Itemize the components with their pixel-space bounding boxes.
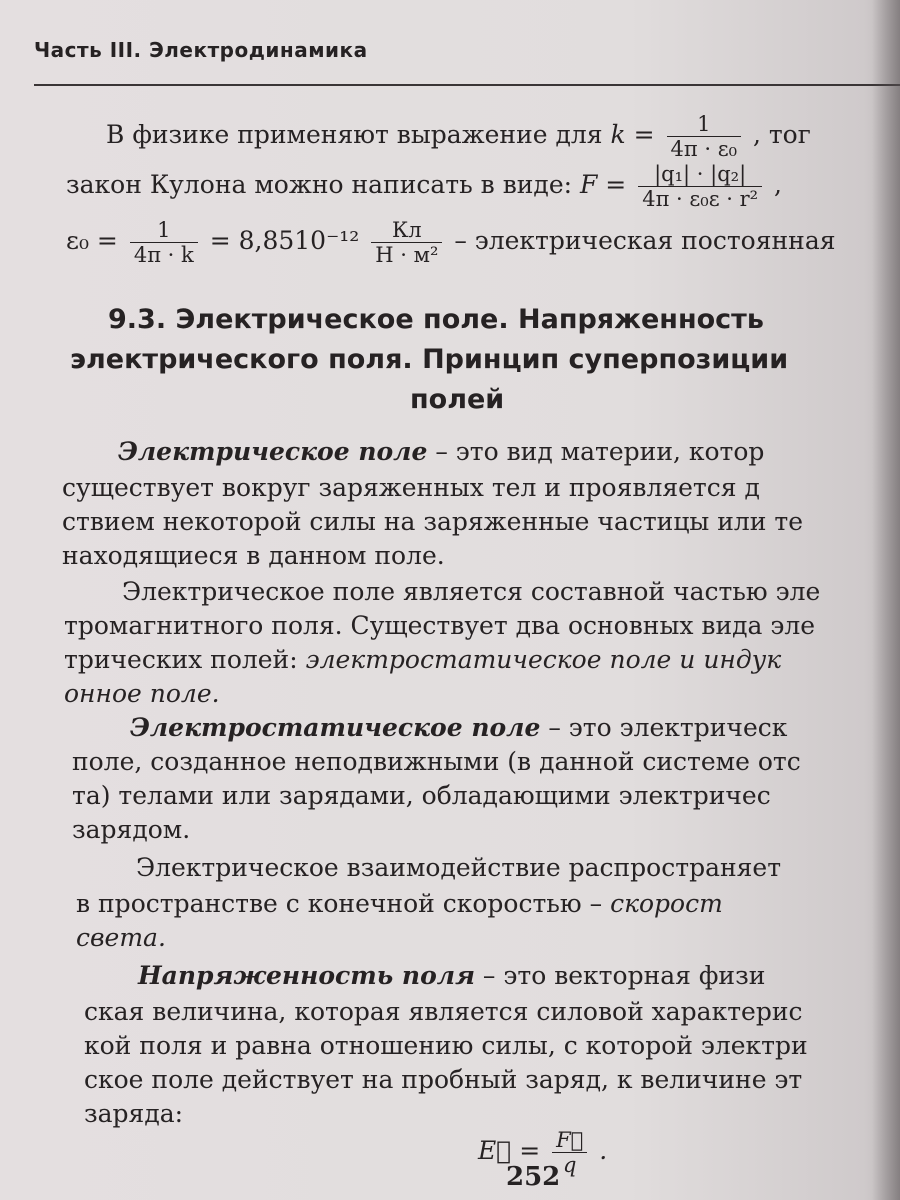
intro-line-2-tail: ,	[774, 170, 782, 199]
k-fraction-num: 1	[697, 112, 711, 136]
coulomb-F: F =	[580, 170, 627, 199]
unit-fraction-num: Кл	[392, 218, 422, 242]
coulomb-fraction-num: |q₁| · |q₂|	[654, 162, 747, 186]
para5-line-1	[138, 960, 765, 992]
para4-line-1: Электрическое взаимодействие распространяет	[136, 853, 782, 882]
binding-shadow	[872, 0, 900, 1200]
intro-line-2	[66, 162, 782, 211]
intro-line-1	[106, 112, 811, 161]
para1-line-2: существует вокруг заряженных тел и проявляется д	[62, 473, 760, 502]
para4-line-2-italic: скорост	[610, 889, 723, 918]
para2-line-4	[64, 678, 220, 710]
para5-line-5: заряда:	[84, 1099, 184, 1128]
coulomb-fraction	[638, 162, 762, 211]
epsilon-fraction	[130, 218, 198, 267]
para1-line-1-rest: – это вид материи, котор	[427, 437, 765, 466]
section-heading-line-1: 9.3. Электрическое поле. Напряженность	[108, 304, 764, 335]
para2-line-3-plain: трических полей:	[64, 645, 306, 674]
epsilon-fraction-num: 1	[157, 218, 171, 242]
epsilon-fraction-den: 4π · k	[130, 242, 198, 267]
para3-line-1-rest: – это электрическ	[540, 713, 788, 742]
term-field-strength: Напряженность поля	[138, 961, 475, 990]
intro-line-2-text: закон Кулона можно написать в виде:	[66, 170, 573, 199]
formula-fraction-num: F⃗	[556, 1128, 584, 1152]
para3-line-1	[130, 712, 787, 744]
para2-line-4-italic: онное поле.	[64, 679, 220, 708]
para2-line-2: тромагнитного поля. Существует два основных вида эле	[64, 611, 816, 640]
k-symbol: k =	[610, 120, 655, 149]
para3-line-4: зарядом.	[72, 815, 191, 844]
k-fraction	[667, 112, 742, 161]
para5-line-4: ское поле действует на пробный заряд, к величине эт	[84, 1065, 803, 1094]
epsilon-value: = 8,8510⁻¹²	[209, 226, 360, 255]
para2-line-1: Электрическое поле является составной частью эле	[122, 577, 821, 606]
page-number: 252	[506, 1162, 561, 1192]
para1-line-4: находящиеся в данном поле.	[62, 541, 445, 570]
header-rule	[34, 84, 900, 86]
term-electrostatic-field: Электростатическое поле	[130, 713, 541, 742]
intro-line-3-tail: – электрическая постоянная	[454, 226, 836, 255]
para1-line-3: ствием некоторой силы на заряженные частицы или те	[62, 507, 804, 536]
formula-tail: .	[599, 1136, 608, 1165]
para4-line-3	[76, 922, 166, 954]
running-head: Часть III. Электродинамика	[34, 38, 368, 62]
para5-line-3: кой поля и равна отношению силы, с которой электри	[84, 1031, 808, 1060]
para5-line-1-rest: – это векторная физи	[474, 961, 766, 990]
formula-fraction-den: q	[552, 1152, 587, 1177]
para2-line-3	[64, 644, 781, 676]
coulomb-fraction-den: 4π · ε₀ε · r²	[638, 186, 762, 211]
para2-line-3-italic: электростатическое поле и индук	[305, 645, 782, 674]
para3-line-3: та) телами или зарядами, обладающими электричес	[72, 781, 771, 810]
term-electric-field: Электрическое поле	[118, 437, 428, 466]
para5-line-2: ская величина, которая является силовой характерис	[84, 997, 803, 1026]
intro-line-3	[66, 218, 836, 267]
epsilon-symbol: ε₀ =	[66, 226, 118, 255]
formula-lhs: E⃗ =	[478, 1136, 541, 1165]
section-heading-line-2: электрического поля. Принцип суперпозиции	[70, 344, 789, 375]
unit-fraction-den: Н · м²	[371, 242, 442, 267]
k-fraction-den: 4π · ε₀	[667, 136, 742, 161]
intro-line-1-text: В физике применяют выражение для	[106, 120, 603, 149]
para4-line-2	[76, 888, 723, 920]
para1-line-1	[118, 436, 764, 468]
unit-fraction	[371, 218, 442, 267]
section-heading-line-3: полей	[410, 384, 505, 415]
para4-line-3-italic: света.	[76, 923, 166, 952]
para3-line-2: поле, созданное неподвижными (в данной системе отс	[72, 747, 801, 776]
para4-line-2-plain: в пространстве с конечной скоростью –	[76, 889, 611, 918]
intro-line-1-tail: , тог	[752, 120, 811, 149]
